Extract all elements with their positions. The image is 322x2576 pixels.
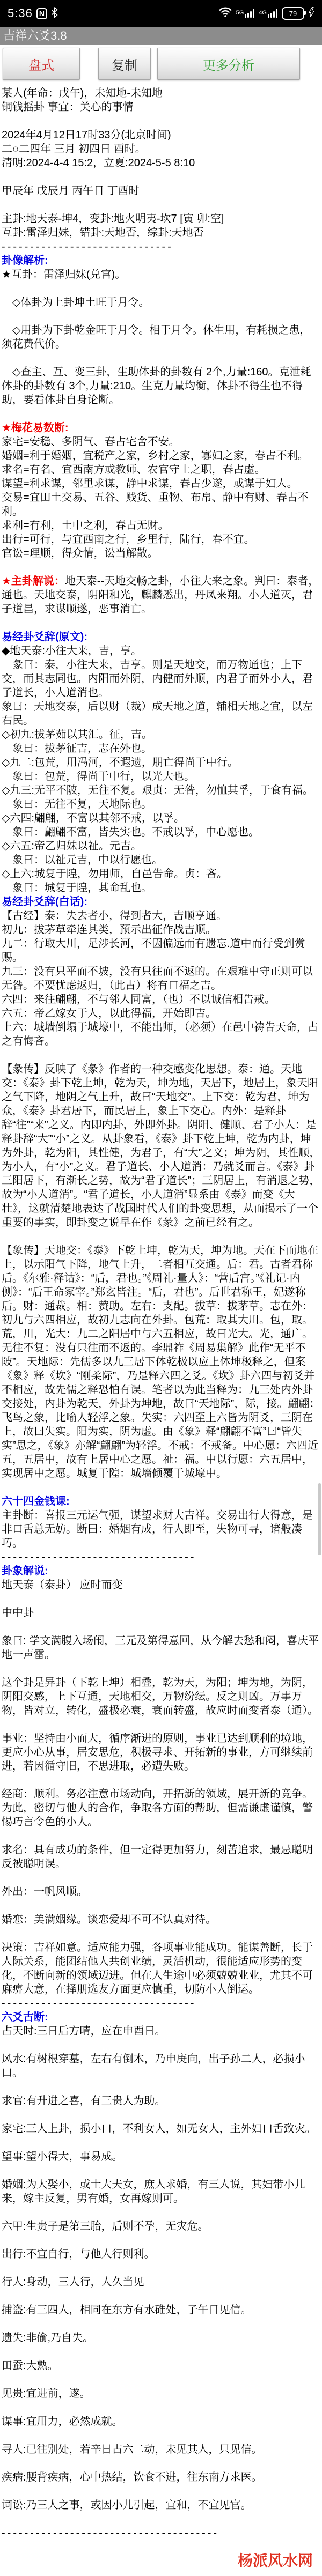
report-paragraph: 出行=可行，与宜西南之行，乡里行，陆行，春不宜。 xyxy=(2,534,255,545)
blank-line xyxy=(2,2456,320,2470)
report-paragraph: 望事:望小得大，事易成。 xyxy=(2,2151,123,2163)
signal-5g-icon xyxy=(236,9,255,18)
section-heading-red: ★梅花易数断: xyxy=(2,422,69,434)
report-paragraph: 词讼:乃三人之事，或因小儿引起，宜和，不宜见官。 xyxy=(2,2499,252,2511)
report-paragraph: 六甲:生贵子是第三胎，后则不孕，无灾危。 xyxy=(2,2220,209,2232)
signal-4g-icon xyxy=(259,9,277,18)
section-heading: 六十四金钱课: xyxy=(2,1496,70,1507)
report-paragraph: 出行:不宜自行，与他人行则利。 xyxy=(2,2248,155,2260)
report-paragraph: 官讼=理顺，得众情，讼当解散。 xyxy=(2,547,158,559)
blank-line xyxy=(2,282,320,295)
blank-line xyxy=(2,1230,320,1243)
status-left-group xyxy=(8,6,58,20)
blank-line xyxy=(2,198,320,212)
report-paragraph: ◇九二:包荒，用冯河，不遐遗，朋亡得尚于中行。 xyxy=(2,757,238,768)
report-paragraph: 【象传】天地交：《泰》下乾上坤，乾为天，坤为地。天在下而地在上，以示阳气下降，地气上升，二者相互交通。后：君。古者君称后。《尔雅·释诂》：“后，君也。”《周礼·量人》：“营后宫。”《礼记·内侧》：“后王命冢宰。”郑玄皆注。“后，君也”。后世君称王，妃遂称后。财：通裁。相：赞助。左右：支配。拔草：拔茅草。志在外：初九与六四相应，故初九志向在外卦。包荒：取其大川。包，取。荒，川，光大：九二之阳居中与六五相应，故曰光大。光，通广。无往不复：没有只往而不返的。李鼎祚《周易集解》此作“无平不陂”。天地际：先儒多以九三居下体乾极以应上体坤极释之，但案《象》释《坎》“刚柔际”，乃是释六四之爻。《坎》卦六四与初爻并不相应，故先儒之释恐怕有误。笔者以为此当释为：九三处内外卦交接处，内卦为乾天，外卦为坤地，故曰“天地际”，际，接。翩翩：飞鸟之象，比喻人轻浮之象。失实：六四至上六皆为阴爻，三阴在上，故曰失实。阳为实，阴为虚。由《象》释“翩翩不富”曰“皆失实”思之，《象》亦解“翩翩”为轻浮。不戒：不戒备。中心愿：六四近五，五居中，故有上居中心之愿。祉：福。中以行愿：六五居中，实现居中之愿。城复于隍：城墙倾覆于城壕中。 xyxy=(2,1245,320,1479)
report-paragraph: 【古经】泰：失去者小，得到者大，吉顺亨通。 xyxy=(2,910,227,922)
report-paragraph: ◆地天泰:小往大来，吉，亨。 xyxy=(2,645,142,657)
report-paragraph: 某人(年命：戊午)，未知地-未知地 xyxy=(2,87,163,99)
report-paragraph: ◇查主、互、变三卦，生助体卦的卦数有 2个,力量:160。克泄耗体卦的卦数有 3个,力量:210。生克力量均衡，体卦不得生也不得助，要看体卦自身论断。 xyxy=(2,366,311,406)
report-paragraph: 象曰：无往不复，天地际也。 xyxy=(2,798,152,810)
charging-icon xyxy=(309,7,314,20)
blank-line xyxy=(2,2373,320,2387)
report-paragraph: 捕盗:有三四人，相同在东方有水碓处，子午日见信。 xyxy=(2,2304,252,2316)
network-type-label: 5G xyxy=(236,10,244,16)
report-paragraph: 田蚕:大熟。 xyxy=(2,2360,58,2372)
report-paragraph: 风水:有树根穿墓，左右有倒木，乃申庚向，出子孙二人，必损小口。 xyxy=(2,2053,305,2079)
blank-line xyxy=(2,2164,320,2178)
panshi-button[interactable]: 盘式 xyxy=(3,48,80,80)
scrollbar-thumb[interactable] xyxy=(318,1483,321,1555)
report-paragraph: 【彖传】反映了《彖》作者的一种交感变化思想。泰：通。天地交：《泰》卦下乾上坤，乾为天，坤为地，天居下，地居上，象天阳之气下降，地阴之气上升，故曰“天地交”。上下交：乾为君，坤为众，《泰》卦君居下，而民居上，象上下交心。内外：是释卦辞“往”“来”之义。内即内卦，外即外卦。阴阳、健顺、君子小人：是释卦辞“大”“小”之义。从卦象看，《泰》卦下乾上坤，乾为内卦，坤为外卦，乾为阳，其性健，为君子，有“大”之义；坤为阴，其性顺，为小人，有“小”之义。君子道长、小人道消：乃就爻而言。《泰》卦三阳居下，有渐长之势，故为“君子道长”；三阴居上，有消退之势，故为“小人道消”。“君子道长，小人道消”显系由《泰》而变《大壮》，这就清楚地表达了战国时代人们的卦变思想，从而揭示了一个重要的事实，即卦变之说早在作《彖》之前已经有之。 xyxy=(2,1063,320,1228)
app-title: 吉祥六爻3.8 xyxy=(3,29,67,42)
blank-line xyxy=(2,2345,320,2359)
report-paragraph: 家宅=安稳、多阴气、春占宅舍不安。 xyxy=(2,436,180,448)
report-paragraph: 互卦:雷泽归妹，错卦:天地否，综卦:天地否 xyxy=(2,227,204,239)
report-paragraph: 象曰：拔茅征吉，志在外也。 xyxy=(2,743,152,754)
report-paragraph: 寻人:已往别处，若辛日占六二动，未见其人，只见信。 xyxy=(2,2444,262,2455)
report-paragraph: 婚恋：美满姻缘。谈恋爱却不可不认真对待。 xyxy=(2,1914,216,1926)
report-paragraph: 二○二四年 三月 初四日 酉时。 xyxy=(2,143,146,155)
report-paragraph: 这个卦是异卦（下乾上坤）相叠，乾为天，为阳；坤为地，为阴，阴阳交感，上下互通，天地相交，万物纷纭。反之则凶。万事万物，皆对立，转化，盛极必衰，衰而转盛，故应时而变者泰（通）。 xyxy=(2,1677,318,1716)
report-paragraph: 六四：来往翩翩，不与邻人同富，（也）不以诚信相告戒。 xyxy=(2,994,275,1005)
blank-line xyxy=(2,560,320,574)
report-paragraph: 见贵:宜进前，遂。 xyxy=(2,2388,91,2400)
battery-percent: 79 xyxy=(289,9,297,18)
blank-line xyxy=(2,2136,320,2150)
blank-line xyxy=(2,1829,320,1843)
report-paragraph: 求名：具有成功的条件，但一定得更加努力，刻苦追求，最忌聪明反被聪明误。 xyxy=(2,1844,313,1870)
report-paragraph: 疾病:腰背疾病，心中热结，饮食不进，往东南方求医。 xyxy=(2,2471,262,2483)
blank-line xyxy=(2,2512,320,2526)
report-paragraph: 行人:身动，三人行，人久当见 xyxy=(2,2276,144,2288)
report-paragraph: 婚姻:为大娶小，或士大夫女，庶人求婚，有三人说，其妇带小儿来，嫁主反复，男有婚，女再嫁则可。 xyxy=(2,2179,305,2204)
report-body xyxy=(0,82,322,2568)
separator-line: -------------------------------------- xyxy=(2,2527,219,2539)
report-paragraph: 遗失:非偷,乃自失。 xyxy=(2,2332,94,2344)
blank-line xyxy=(2,2233,320,2247)
blank-line xyxy=(2,309,320,323)
report-paragraph: ◇九三:无平不陂，无往不复。艰贞：无咎，勿恤其孚，于食有福。 xyxy=(2,784,313,796)
blank-line xyxy=(2,1592,320,1606)
report-paragraph: 主卦:地天泰-坤4，变卦:地火明夷-坎7 [寅 卯:空] xyxy=(2,213,224,225)
report-paragraph: ◇用卦为下卦乾金旺于月令。相于月令。体生用，有耗损之患，须花费代价。 xyxy=(2,324,311,350)
report-paragraph: 清明:2024-4-4 15:2，立夏:2024-5-5 8:10 xyxy=(2,157,195,169)
blank-line xyxy=(2,2205,320,2219)
blank-line xyxy=(2,351,320,365)
toolbar xyxy=(0,45,322,82)
report-paragraph: 彖曰：泰，小往大来，吉亨。则是天地交，而万物通也；上下交，而其志同也。内阳而外阴，内健而外顺，内君子而外小人，君子道长，小人道消也。 xyxy=(2,659,313,699)
blank-line xyxy=(2,2484,320,2498)
app-title-bar xyxy=(0,27,322,45)
report-paragraph: 九二：行取大川，足涉长河，不因偏远而有遗忘.道中而行受到赏赐。 xyxy=(2,938,305,964)
blank-line xyxy=(2,2429,320,2442)
blank-line xyxy=(2,2317,320,2331)
report-paragraph: 六五：帝乙嫁女于人，以此得福，开始即吉。 xyxy=(2,1008,216,1019)
report-paragraph: 铜钱摇卦 事宜：关心的事情 xyxy=(2,101,134,113)
report-paragraph: ★主卦解说：地天泰--天地交畅之卦，小往大来之象。判曰：泰者，通也。天地交泰，阴阳和光，麒麟悉出，丹凤来翔。小人道灭，君子道昌，求谋顺遂，恶事消亡。 xyxy=(2,575,319,615)
blank-line xyxy=(2,2401,320,2415)
report-paragraph: 谋望=利求谋，邻里求谋，静中求谋，春占少遂，或谋于妇人。 xyxy=(2,478,298,490)
report-paragraph: 2024年4月12日17时33分(北京时间) xyxy=(2,129,171,141)
blank-line xyxy=(2,1899,320,1913)
wifi-icon xyxy=(219,7,232,20)
blank-line xyxy=(2,2261,320,2275)
report-paragraph: 地天泰（泰卦） 应时而变 xyxy=(2,1579,123,1591)
report-paragraph: 初九：拔茅草牵连其类，预示出征作战吉顺。 xyxy=(2,924,216,936)
report-paragraph: 占天时:三日后方晴，应在申酉日。 xyxy=(2,2025,166,2037)
section-heading: 易经卦爻辞(白话): xyxy=(2,896,87,908)
bluetooth-icon xyxy=(51,7,58,20)
report-paragraph: 象曰：城复于隍，其命乱也。 xyxy=(2,882,152,894)
report-paragraph: 求名=有名、宜西南方或教师、农官守土之职，春占虚。 xyxy=(2,464,266,476)
report-paragraph: 求官:有升进之喜，有三贵人为助。 xyxy=(2,2095,166,2107)
report-paragraph: ◇初九:拔茅茹以其汇。征，吉。 xyxy=(2,729,152,741)
report-paragraph: 九三：没有只平而不坡，没有只往而不返的。在艰难中守正则可以无咎。不要忧虑返归，（此占）将有口福之吉。 xyxy=(2,966,313,991)
report-paragraph: 决策：吉祥如意。适应能力强，各项事业能成功。能谋善断，长于人际关系，能团结他人共创业绩，灵活机动，很能适应形势的变化，不断向新的领域迈进。但在人生途中必须兢兢业业，尤其不可麻痹大意，在择朋选友方面更应慎重，切防小人倒运。 xyxy=(2,1942,313,1995)
signal-bars xyxy=(245,9,254,18)
report-paragraph: ★互卦：雷泽归妹(兑宫)。 xyxy=(2,269,126,280)
network-type-label: 4G xyxy=(259,10,267,16)
blank-line xyxy=(2,2108,320,2122)
blank-line xyxy=(2,1620,320,1634)
report-paragraph: 象曰：以祉元吉，中以行愿也。 xyxy=(2,854,163,866)
nfc-icon: N xyxy=(36,8,47,19)
report-paragraph: 象曰：包荒，得尚于中行，以光大也。 xyxy=(2,771,195,782)
separator-line: ------------------------------ xyxy=(2,241,173,253)
report-paragraph: 经商：顺利。务必注意市场动向，开拓新的领域，展开新的竞争。为此，密切与他人的合作，争取各方面的帮助，但需谦虚谨慎，警惕巧言令色的小人。 xyxy=(2,1788,313,1828)
section-heading: 卦像解析: xyxy=(2,255,48,267)
report-paragraph: ◇六五:帝乙归妹以祉。元吉。 xyxy=(2,840,142,852)
blank-line xyxy=(2,2289,320,2303)
section-heading: 六爻古断: xyxy=(2,2011,48,2023)
blank-line xyxy=(2,1718,320,1731)
blank-line xyxy=(2,1662,320,1676)
separator-line: ---------------------------------- xyxy=(2,1551,196,1563)
blank-line xyxy=(2,1927,320,1941)
section-heading: 卦象解说: xyxy=(2,1565,48,1577)
report-paragraph: 上六：城墙倒塌于城壕中，不能出师，（必须）在邑中祷告天命，占之有悔吝。 xyxy=(2,1021,318,1047)
report-paragraph: ◇体卦为上卦坤土旺于月令。 xyxy=(2,297,150,308)
report-paragraph: ◇上六:城复于隍，勿用师，自邑告命。贞：吝。 xyxy=(2,868,228,880)
blank-line xyxy=(2,1871,320,1885)
report-paragraph: 求利=有利，土中之利，春占无财。 xyxy=(2,520,169,531)
paragraph-lead-label: ★主卦解说： xyxy=(2,575,65,587)
blank-line xyxy=(2,616,320,630)
report-paragraph: 主卦断：喜报三元运气强，谋望求财大吉祥。交易出行大得意，是非口舌总无妨。断曰：婚姻有成，行人即至，失物可寻，诸般凑巧。 xyxy=(2,1509,313,1549)
blank-line xyxy=(2,1773,320,1787)
report-paragraph: 外出：一帆风顺。 xyxy=(2,1886,87,1898)
report-paragraph: 象曰：翩翩不富，皆失实也。不戒以孚，中心愿也。 xyxy=(2,826,259,838)
report-paragraph: 甲辰年 戊辰月 丙午日 丁酉时 xyxy=(2,185,140,197)
blank-line xyxy=(2,1048,320,1062)
report-paragraph: 家宅:三人上卦，损小口，不利女人，如无女人，主外妇口舌致灾。 xyxy=(2,2123,316,2135)
clock-time: 5:36 xyxy=(8,6,33,20)
report-paragraph: 事业：坚持由小而大，循序渐进的原则，事业已达到顺利的境地，更应小心从事，居安思危，积极寻求、开拓新的事业，方可继续前进，若因循守旧，不思进取，必遭失败。 xyxy=(2,1733,313,1772)
separator-line: ---------------------------------- xyxy=(2,1997,196,2009)
report-paragraph: 象曰: 学文满腹入场闱，三元及第得意回，从今解去愁和闷，喜庆平地一声雷。 xyxy=(2,1635,319,1661)
blank-line xyxy=(2,2038,320,2052)
blank-line xyxy=(2,1481,320,1494)
report-paragraph: ◇六四:翩翩，不富以其邻不戒，以孚。 xyxy=(2,812,185,824)
report-paragraph: 谋事:宜用力，必然成就。 xyxy=(2,2416,123,2427)
report-paragraph: 交易=宜田土交易、五谷、贱货、重物、布帛、静中有财、春占不利。 xyxy=(2,492,309,517)
report-paragraph: 象曰：天地交泰，后以财（裁）成天地之道，辅相天地之宜，以左右民。 xyxy=(2,701,313,727)
signal-bars xyxy=(268,9,277,18)
blank-line xyxy=(2,407,320,421)
watermark: 杨派风水网 xyxy=(237,2552,313,2569)
blank-line xyxy=(2,170,320,184)
section-heading: 易经卦爻辞(原文): xyxy=(2,631,87,643)
blank-line xyxy=(2,2080,320,2094)
blank-line xyxy=(2,114,320,128)
battery-icon xyxy=(282,7,304,20)
report-paragraph: 中中卦 xyxy=(2,1607,34,1619)
status-bar xyxy=(0,0,322,27)
more-analysis-button[interactable]: 更多分析 xyxy=(157,48,300,80)
report-paragraph: 婚姻=利于婚姻，宜税产之家，乡村之家，寡妇之家，春占不利。 xyxy=(2,450,309,462)
copy-button[interactable]: 复制 xyxy=(98,48,151,80)
status-right-group xyxy=(219,7,314,20)
